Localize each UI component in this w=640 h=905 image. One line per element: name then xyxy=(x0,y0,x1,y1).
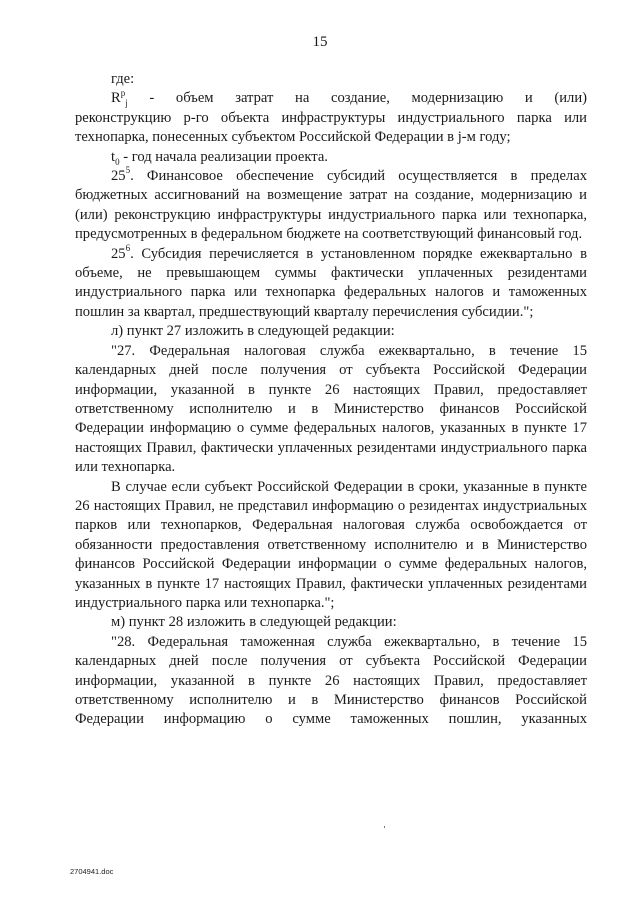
r-subscript: j xyxy=(125,98,128,109)
scan-mark xyxy=(384,826,385,828)
amendment-item-m: м) пункт 28 изложить в следующей редакции: xyxy=(111,614,397,631)
formula-t-line xyxy=(75,148,587,167)
document-body xyxy=(75,70,587,730)
paragraph-25-5 xyxy=(75,167,587,245)
r-symbol: R xyxy=(111,90,121,107)
paragraph-27-first: "27. Федеральная налоговая служба ежеквартально, в течение 15 календарных дней после получения от субъекта Российской Федерации информации, указанной в пункте 26 настоящих Правил, предоставляет ответственному исполнителю и в Министерство финансов Российской Федерации информацию о сумме федеральных налогов, указанных в пункте 17 настоящих Правил, фактически уплаченных резидентами индустриального парка или технопарка. xyxy=(75,342,587,476)
paragraph-25-5-number: 25 xyxy=(111,168,126,185)
t-subscript: 0 xyxy=(115,156,120,167)
r-description-continued: реконструкцию p-го объекта инфраструктуры индустриального парка или технопарка, понесенных субъектом Российской Федерации в j-м году; xyxy=(75,109,587,146)
paragraph-28: "28. Федеральная таможенная служба ежеквартально, в течение 15 календарных дней после получения от субъекта Российской Федерации информации, указанной в пункте 26 настоящих Правил, предоставляет ответственному исполнителю и в Министерство финансов Российской Федерации информацию о сумме таможенных пошлин, указанных xyxy=(75,633,587,728)
r-description-start: - объем затрат на создание, модернизацию и (или) xyxy=(127,90,587,107)
paragraph-25-5-text: . Финансовое обеспечение субсидий осуществляется в пределах бюджетных ассигнований на возмещение затрат на создание, модернизацию и (или) реконструкцию инфраструктуры индустриального парка или технопарка, предусмотренных в федеральном бюджете на соответствующий финансовый год. xyxy=(75,168,587,243)
amendment-item-l: л) пункт 27 изложить в следующей редакции: xyxy=(111,323,395,340)
paragraph-25-6-number: 25 xyxy=(111,245,126,262)
formula-r-line xyxy=(75,89,587,108)
r-superscript: p xyxy=(120,87,126,98)
page-number: 15 xyxy=(312,34,328,50)
paragraph-27-second: В случае если субъект Российской Федерации в сроки, указанные в пункте 26 настоящих Правил, не представил информацию о резидентах индустриальных парков или технопарков, Федеральная налоговая служба освобождается от обязанности предоставления ответственному исполнителю и в Министерство финансов Российской Федерации информации о сумме федеральных налогов, указанных в пункте 17 настоящих Правил, фактически уплаченных резидентами индустриального парка или технопарка."; xyxy=(75,478,587,611)
paragraph-25-6-superscript: 6 xyxy=(125,242,131,253)
t-description: - год начала реализации проекта. xyxy=(119,148,328,165)
t-symbol: t xyxy=(111,148,116,165)
paragraph-25-5-superscript: 5 xyxy=(125,165,131,176)
paragraph-25-6 xyxy=(75,242,587,323)
paragraph-25-6-text: . Субсидия перечисляется в установленном порядке ежеквартально в объеме, не превышающем суммы фактически уплаченных резидентами индустриального парка или технопарка федеральных налогов и таможенных пошлин за квартал, предшествующий кварталу перечисления субсидии."; xyxy=(75,245,587,320)
footer-file-code: 2704941.doc xyxy=(70,867,114,876)
where-label: где: xyxy=(111,71,135,87)
